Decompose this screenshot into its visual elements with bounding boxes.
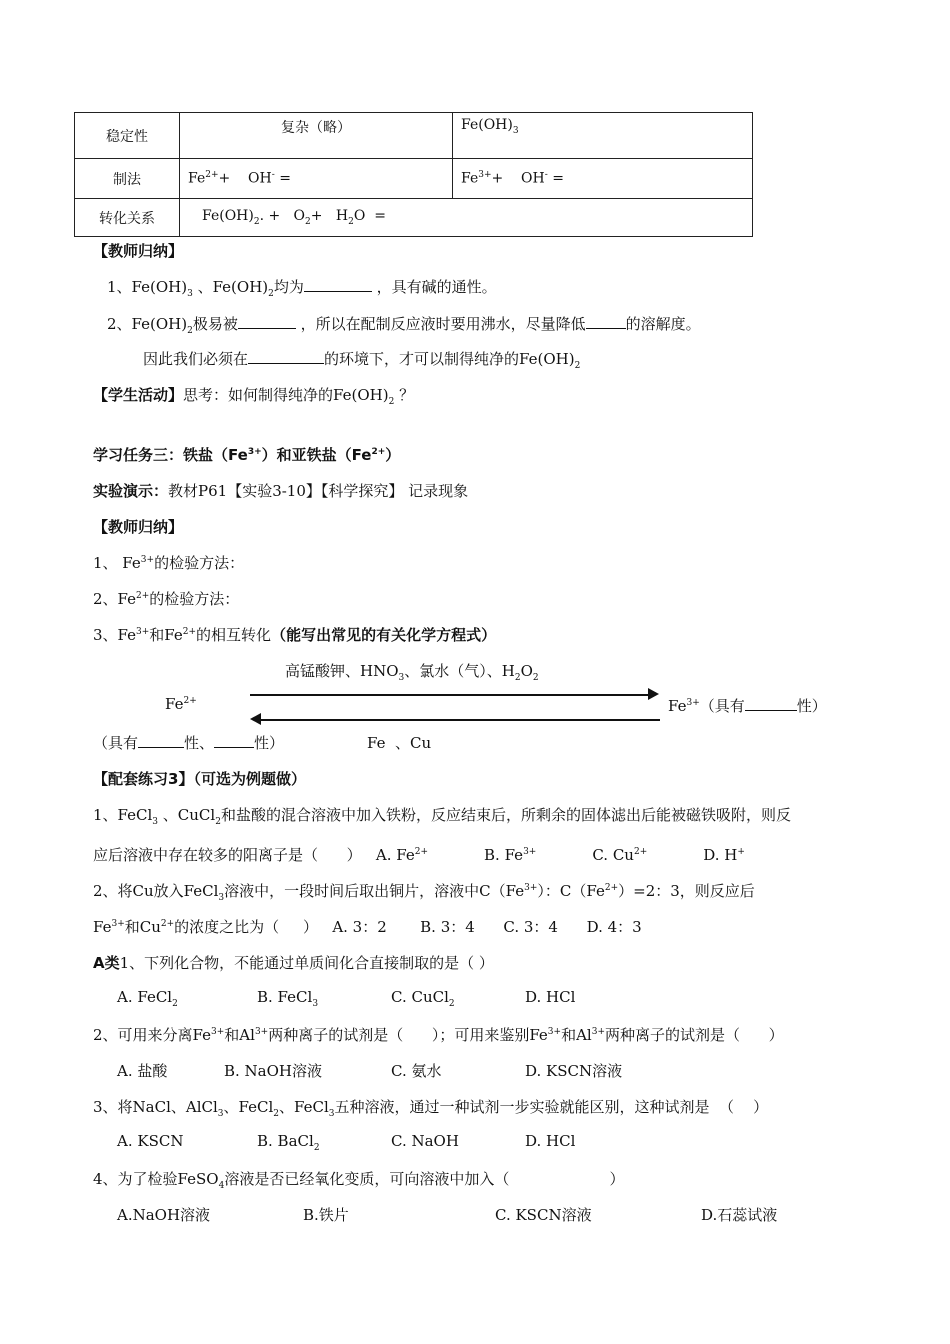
option-d[interactable]: D.石蕊试液 [701, 1206, 778, 1224]
answer-blank[interactable] [586, 314, 626, 329]
backward-arrow [260, 719, 660, 721]
row-label: 制法 [75, 159, 180, 199]
option-b[interactable]: B. BaCl$_2$ [257, 1132, 320, 1153]
question-2: 2、将Cu放入FeCl$_3$溶液中，一段时间后取出铜片，溶液中$C(Fe^{3+})$：$C(Fe^{2+})=2$：3，则反应后 [93, 882, 755, 903]
table-row [75, 159, 753, 199]
option-c[interactable]: C. NaOH [391, 1132, 459, 1150]
fe3-label: $Fe^{3+}$（具有 性） [668, 697, 827, 715]
table-cell: $Fe(OH)_3$ [453, 113, 753, 159]
option-a[interactable]: A.NaOH溶液 [117, 1206, 211, 1224]
question-a2: 2、可用来分离$Fe^{3+}$和$Al^{3+}$两种离子的试剂是（ ）；可用来鉴别$Fe^{3+}$和$Al^{3+}$两种离子的试剂是（ ） [93, 1026, 784, 1044]
row-label: 稳定性 [75, 113, 180, 159]
answer-blank[interactable] [248, 349, 324, 364]
option-d[interactable]: D. HCl [525, 988, 576, 1006]
fe2-property: （具有 性、 性） [93, 734, 285, 752]
question-a1: A类1、下列化合物，不能通过单质间化合直接制取的是（ ） [93, 954, 494, 972]
text-line: 2、$Fe^{2+}$的检验方法： [93, 590, 240, 608]
arrowhead-right-icon [648, 688, 659, 700]
section-heading: 【教师归纳】 [93, 242, 184, 260]
option-c[interactable]: C. CuCl$_2$ [391, 988, 455, 1009]
table-row [75, 113, 753, 159]
exercise-heading: 【配套练习3】（可选为例题做） [93, 770, 306, 788]
fe2-label: $Fe^{2+}$ [165, 695, 197, 713]
question-a3: 3、将NaCl、AlCl$_3$、FeCl$_2$、FeCl$_3$五种溶液，通过一种试剂一步实验就能区别，这种试剂是 （ ） [93, 1098, 769, 1119]
row-label: 转化关系 [75, 199, 180, 237]
question-1: 1、FeCl$_3$ 、CuCl$_2$和盐酸的混合溶液中加入铁粉，反应结束后，所剩余的固体滤出后能被磁铁吸附，则反 [93, 806, 791, 827]
table-cell: $Fe(OH)_2$. + $O_2+ H_2O$ = [180, 199, 753, 237]
table-cell: $Fe^{3+}+$ OH- = [453, 159, 753, 199]
answer-blank[interactable] [238, 314, 296, 329]
answer-blank[interactable] [304, 277, 372, 292]
text-line: 3、$Fe^{3+}$和$Fe^{2+}$的相互转化（能写出常见的有关化学方程式） [93, 626, 497, 644]
table-row [75, 199, 753, 237]
reagents-label: 高锰酸钾、$HNO_3$、氯水（气）、$H_2O_2$ [285, 662, 539, 683]
text-line: 1、$Fe(OH)_3$ 、$Fe(OH)_2$均为 ，具有碱的通性。 [107, 278, 497, 299]
question-1-options: 应后溶液中存在较多的阳离子是（ ） A. $Fe^{2+}$ B. $Fe^{3+}$ C. $Cu^{2+}$ D. H+ [93, 846, 745, 864]
text-line: 因此我们必须在 的环境下，才可以制得纯净的$Fe(OH)_2$ [143, 350, 581, 371]
answer-blank[interactable] [214, 733, 254, 748]
text-line: 1、 $Fe^{3+}$的检验方法： [93, 554, 245, 572]
question-a4: 4、为了检验FeSO$_4$溶液是否已经氧化变质，可向溶液中加入（ ） [93, 1170, 625, 1191]
text-line: 实验演示：教材P61【实验3-10】【科学探究】 记录现象 [93, 482, 469, 500]
question-2-line2: $Fe^{3+}$和$Cu^{2+}$的浓度之比为（ ） A. 3：2 B. 3：4 C. 3：4 D. 4：3 [93, 918, 642, 936]
option-d[interactable]: D. HCl [525, 1132, 576, 1150]
option-d[interactable]: D. KSCN溶液 [525, 1062, 623, 1080]
forward-arrow [250, 694, 650, 696]
option-c[interactable]: C. 氨水 [391, 1062, 442, 1080]
table-cell: 复杂（略） [180, 113, 453, 159]
section-heading: 【教师归纳】 [93, 518, 184, 536]
option-b[interactable]: B. FeCl$_3$ [257, 988, 319, 1009]
option-c[interactable]: C. KSCN溶液 [495, 1206, 592, 1224]
option-b[interactable]: B. NaOH溶液 [224, 1062, 323, 1080]
text-line: 【学生活动】思考：如何制得纯净的$Fe(OH)_2$ ？ [93, 386, 415, 407]
text-line: 2、$Fe(OH)_2$极易被 ，所以在配制反应液时要用沸水，尽量降低 的溶解度。 [107, 315, 701, 336]
reductants-label: Fe 、Cu [367, 734, 432, 752]
option-a[interactable]: A. FeCl$_2$ [117, 988, 178, 1009]
task-title: 学习任务三：铁盐$(Fe^{3+})$和亚铁盐$(Fe^{2+})$ [93, 446, 401, 464]
table-cell: $Fe^{2+}+$ OH- = [180, 159, 453, 199]
arrowhead-left-icon [250, 713, 261, 725]
option-a[interactable]: A. KSCN [117, 1132, 184, 1150]
answer-blank[interactable] [138, 733, 184, 748]
option-b[interactable]: B.铁片 [303, 1206, 349, 1224]
option-a[interactable]: A. 盐酸 [117, 1062, 168, 1080]
properties-table [74, 112, 753, 237]
answer-blank[interactable] [745, 696, 797, 711]
